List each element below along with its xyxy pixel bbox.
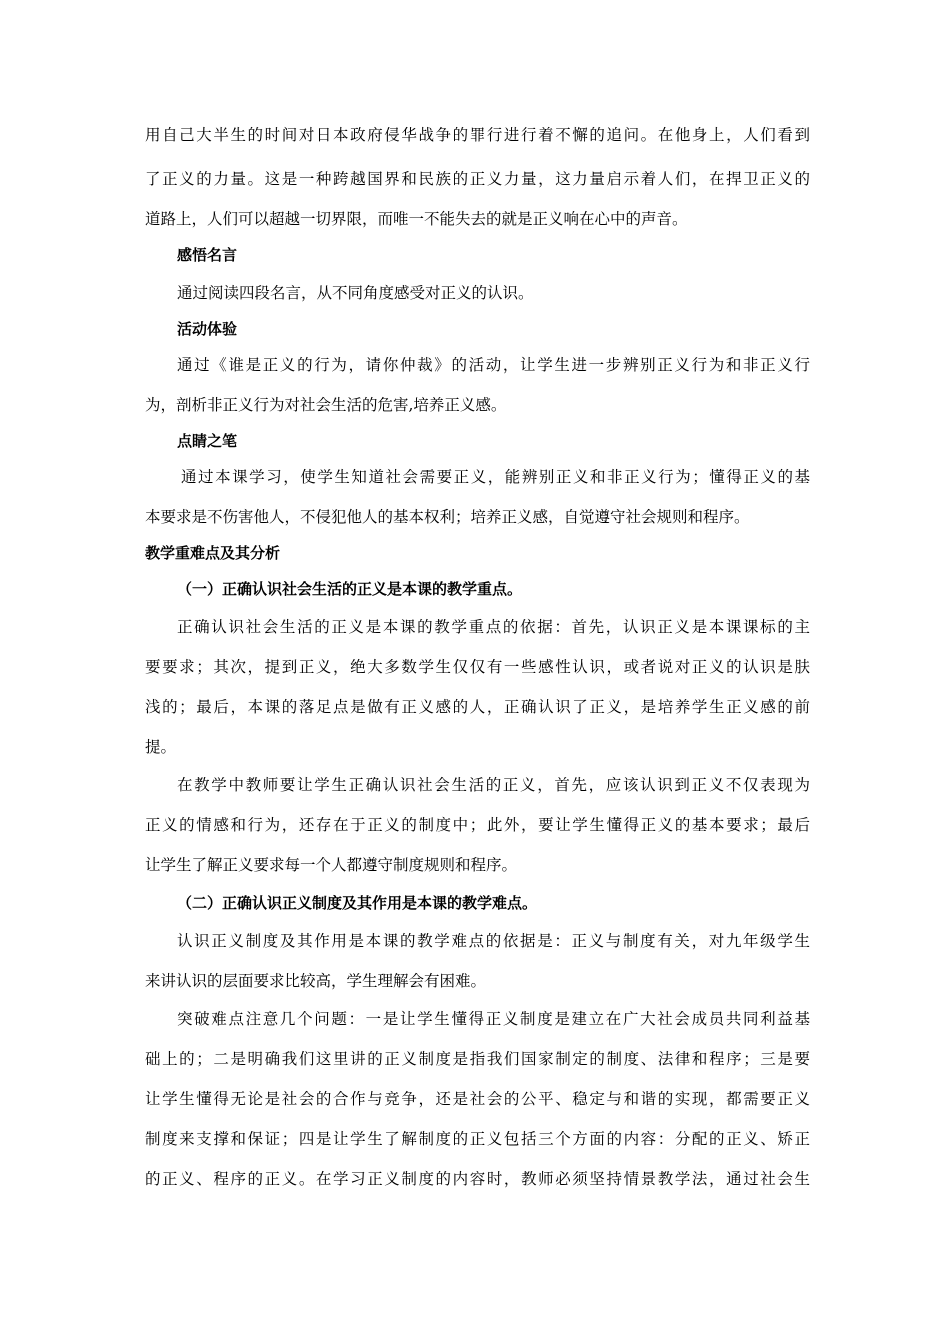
key-point-line: 要要求；其次，提到正义，绝大多数学生仅仅有一些感性认识，或者说对正义的认识是肤 xyxy=(145,658,810,676)
difficulty-line: 让学生懂得无论是社会的合作与竞争，还是社会的公平、稳定与和谐的实现，都需要正义 xyxy=(145,1090,810,1108)
intro-line: 道路上，人们可以超越一切界限，而唯一不能失去的就是正义响在心中的声音。 xyxy=(145,210,688,228)
quotes-line: 通过阅读四段名言，从不同角度感受对正义的认识。 xyxy=(177,284,534,302)
key-point-line: 浅的；最后，本课的落足点是做有正义感的人，正确认识了正义，是培养学生正义感的前 xyxy=(145,698,810,716)
difficulty-line: 突破难点注意几个问题：一是让学生懂得正义制度是建立在广大社会成员共同利益基 xyxy=(177,1010,810,1028)
difficulty-line: 制度来支撑和保证；四是让学生了解制度的正义包括三个方面的内容：分配的正义、矫正 xyxy=(145,1130,810,1148)
activity-line: 为，剖析非正义行为对社会生活的危害,培养正义感。 xyxy=(145,396,507,414)
key-point-line: 在教学中教师要让学生正确认识社会生活的正义，首先，应该认识到正义不仅表现为 xyxy=(177,776,810,794)
subheading-difficulty: （二）正确认识正义制度及其作用是本课的教学难点。 xyxy=(177,894,538,912)
difficulty-line: 的正义、程序的正义。在学习正义制度的内容时，教师必须坚持情景教学法，通过社会生 xyxy=(145,1170,810,1188)
key-point-line: 提。 xyxy=(145,738,177,756)
key-point-line: 正确认识社会生活的正义是本课的教学重点的依据：首先，认识正义是本课课标的主 xyxy=(177,618,810,636)
intro-line: 了正义的力量。这是一种跨越国界和民族的正义力量，这力量启示着人们，在捍卫正义的 xyxy=(145,170,810,188)
difficulty-line: 来讲认识的层面要求比较高，学生理解会有困难。 xyxy=(145,972,487,990)
activity-line: 通过《谁是正义的行为，请你仲裁》的活动，让学生进一步辨别正义行为和非正义行 xyxy=(177,356,810,374)
section-heading-summary: 点睛之笔 xyxy=(177,432,238,450)
difficulty-line: 础上的；二是明确我们这里讲的正义制度是指我们国家制定的制度、法律和程序；三是要 xyxy=(145,1050,810,1068)
key-point-line: 正义的情感和行为，还存在于正义的制度中；此外，要让学生懂得正义的基本要求；最后 xyxy=(145,816,810,834)
section-heading-analysis: 教学重难点及其分析 xyxy=(145,544,281,562)
intro-line: 用自己大半生的时间对日本政府侵华战争的罪行进行着不懈的追问。在他身上，人们看到 xyxy=(145,126,810,144)
section-heading-quotes: 感悟名言 xyxy=(177,246,238,264)
key-point-line: 让学生了解正义要求每一个人都遵守制度规则和程序。 xyxy=(145,856,518,874)
section-heading-activity: 活动体验 xyxy=(177,320,238,338)
summary-line: 本要求是不伤害他人，不侵犯他人的基本权利；培养正义感，自觉遵守社会规则和程序。 xyxy=(145,508,750,526)
subheading-key-point: （一）正确认识社会生活的正义是本课的教学重点。 xyxy=(177,580,523,598)
summary-line: 通过本课学习，使学生知道社会需要正义，能辨别正义和非正义行为；懂得正义的基 xyxy=(181,468,810,486)
difficulty-line: 认识正义制度及其作用是本课的教学难点的依据是：正义与制度有关，对九年级学生 xyxy=(177,932,810,950)
